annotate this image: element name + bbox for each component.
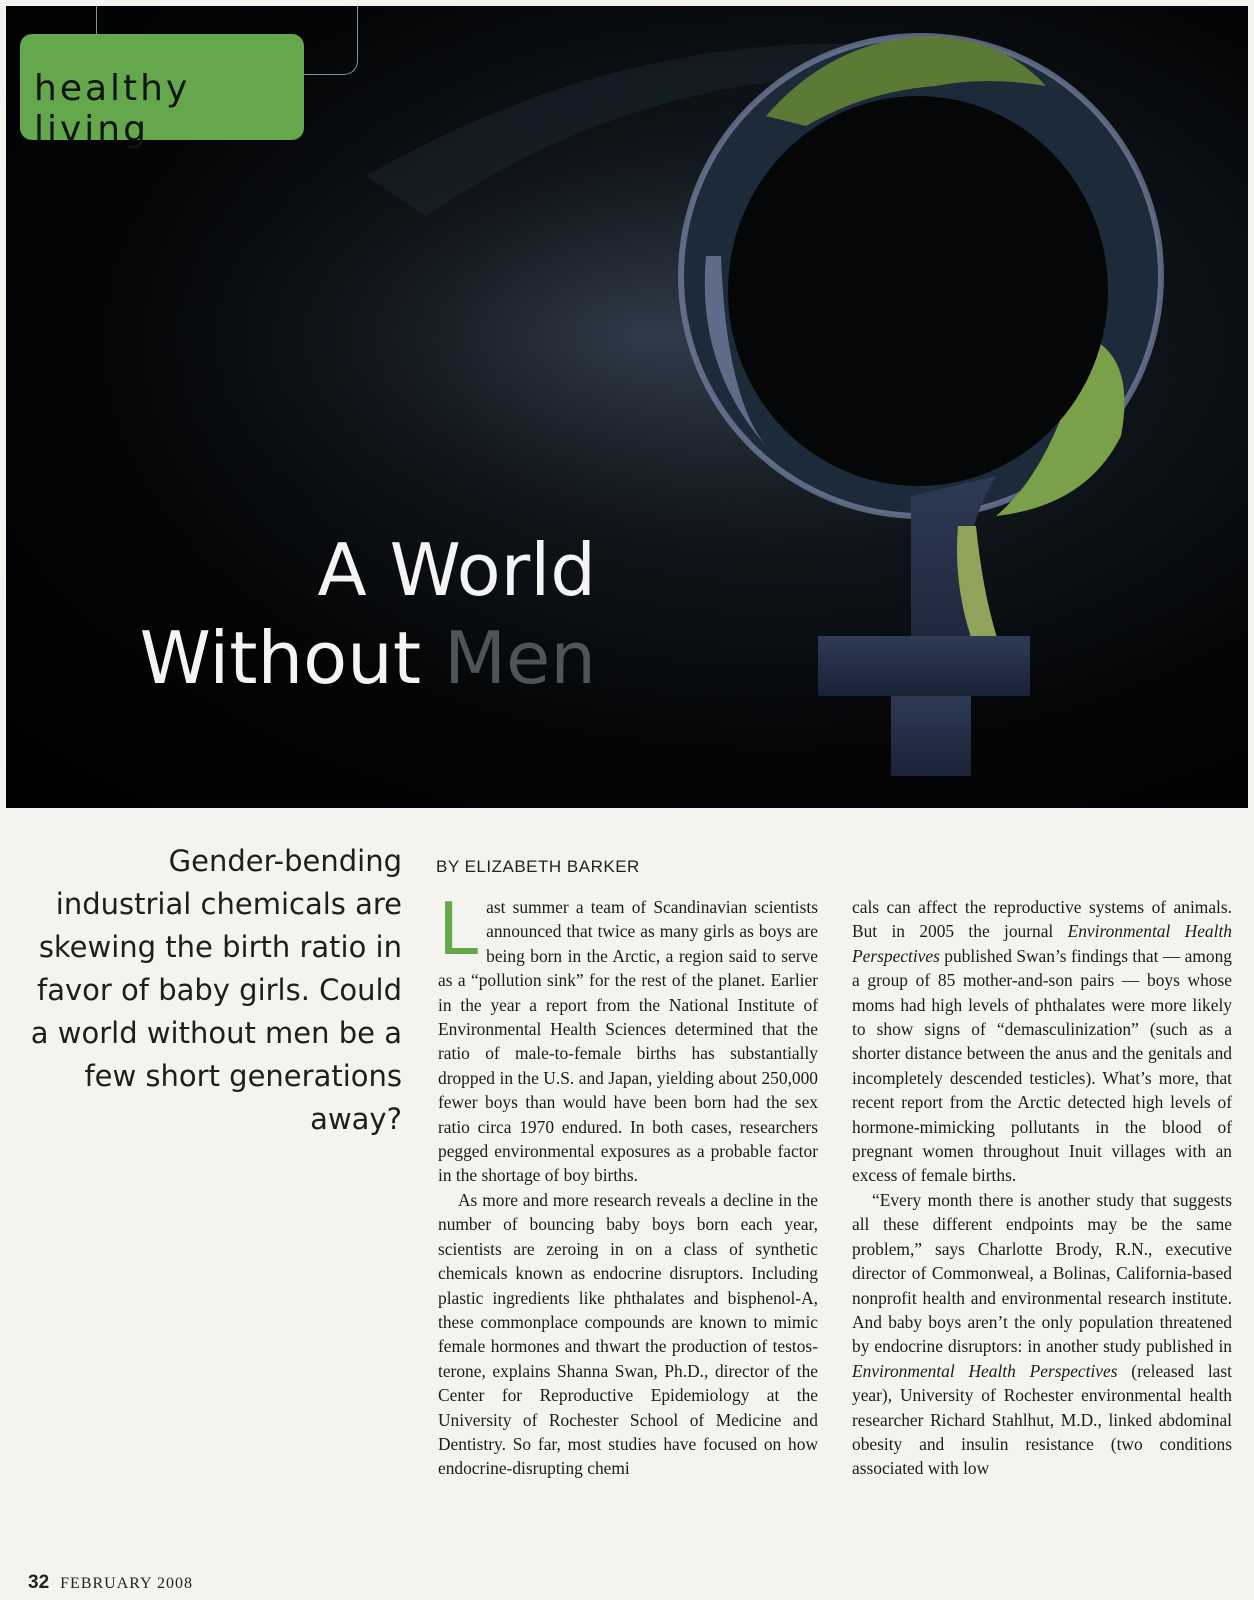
issue-date: FEBRUARY 2008 [60, 1575, 194, 1592]
hero-image [6, 6, 1248, 808]
dek: Gender-bending industrial chemicals are skewing the birth ratio in favor of baby girls. Could a world without men be a few short generations away? [30, 844, 402, 1136]
journal-title: Environmental Health Perspectives [852, 921, 1232, 966]
paragraph [852, 895, 1232, 1188]
paragraph-text: cals can affect the reproductive systems of animals. But in 2005 the journal [852, 897, 1232, 942]
paragraph [438, 887, 818, 1188]
article-column-1 [438, 887, 818, 1481]
page-number: 32 [28, 1572, 50, 1593]
journal-title: Environmental Health Perspectives [852, 1360, 1118, 1381]
paragraph-text: ast summer a team of Scandinavian scientists announced that twice as many girls as boys are being born in the Arctic, a region said to serve as a “pollution sink” for the rest of the planet. Earlier in the year a report from the National Institute of Environmental Health Sciences determined that the ratio of male-to-female births has substantially dropped in the U.S. and Japan, yielding about 250,000 fewer boys than would have been born had the sex ratio circa 1970 endured. In both cases, researchers pegged environmental exposures as a probable factor in the shortage of boy births. [438, 897, 818, 1186]
headline [86, 526, 596, 702]
paragraph-text: “Every month there is another study that suggests all these different endpoints may be the same problem,” says Charlotte Brody, R.N., executive director of Commonweal, a Bolinas, California-based nonprofit health and environmental research institute. And baby boys aren’t the only population threatened by endocrine disruptors: in another study published in [852, 1189, 1232, 1357]
article-column-2 [852, 895, 1232, 1481]
paragraph [852, 1188, 1232, 1481]
paragraph-text: (released last year), University of Rochester environmental health researcher Richard Stahlhut, M.D., linked abdominal obesity and insulin resistance (two conditions associated with low [852, 1360, 1232, 1479]
page-footer [28, 1572, 193, 1594]
section-tag [20, 34, 304, 150]
byline: BY ELIZABETH BARKER [436, 857, 640, 876]
paragraph: As more and more research reveals a decline in the number of bouncing baby boys born each year, scientists are zeroing in on a class of synthetic chemicals known as endocrine disruptors. Including plastic ingredients like phthalates and bisphenol-A, these commonplace compounds are known to mimic female hormones and thwart the production of testosterone, explains Shanna Swan, Ph.D., director of the Center for Reproductive Epidemiology at the University of Rochester School of Medicine and Dentistry. So far, most studies have focused on how endocrine-disrupting chemi [438, 1189, 818, 1479]
section-label: healthy living [34, 68, 191, 150]
paragraph-text: published Swan’s findings that — among a group of 85 mother-and-son pairs — boys whose moms had high levels of phthalates were more likely to show signs of “demasculinization” (such as a shorter distance between the anus and the genitals and incompletely descended testicles). What’s more, that recent report from the Arctic detected high levels of hormone-mimicking pollutants in the blood of pregnant women throughout Inuit villages with an excess of female births. [852, 945, 1232, 1186]
drop-cap: L [438, 887, 479, 971]
headline-line1: A World [317, 528, 596, 612]
headline-line2-b: Men [443, 616, 596, 700]
headline-line2-a: Without [139, 616, 422, 700]
